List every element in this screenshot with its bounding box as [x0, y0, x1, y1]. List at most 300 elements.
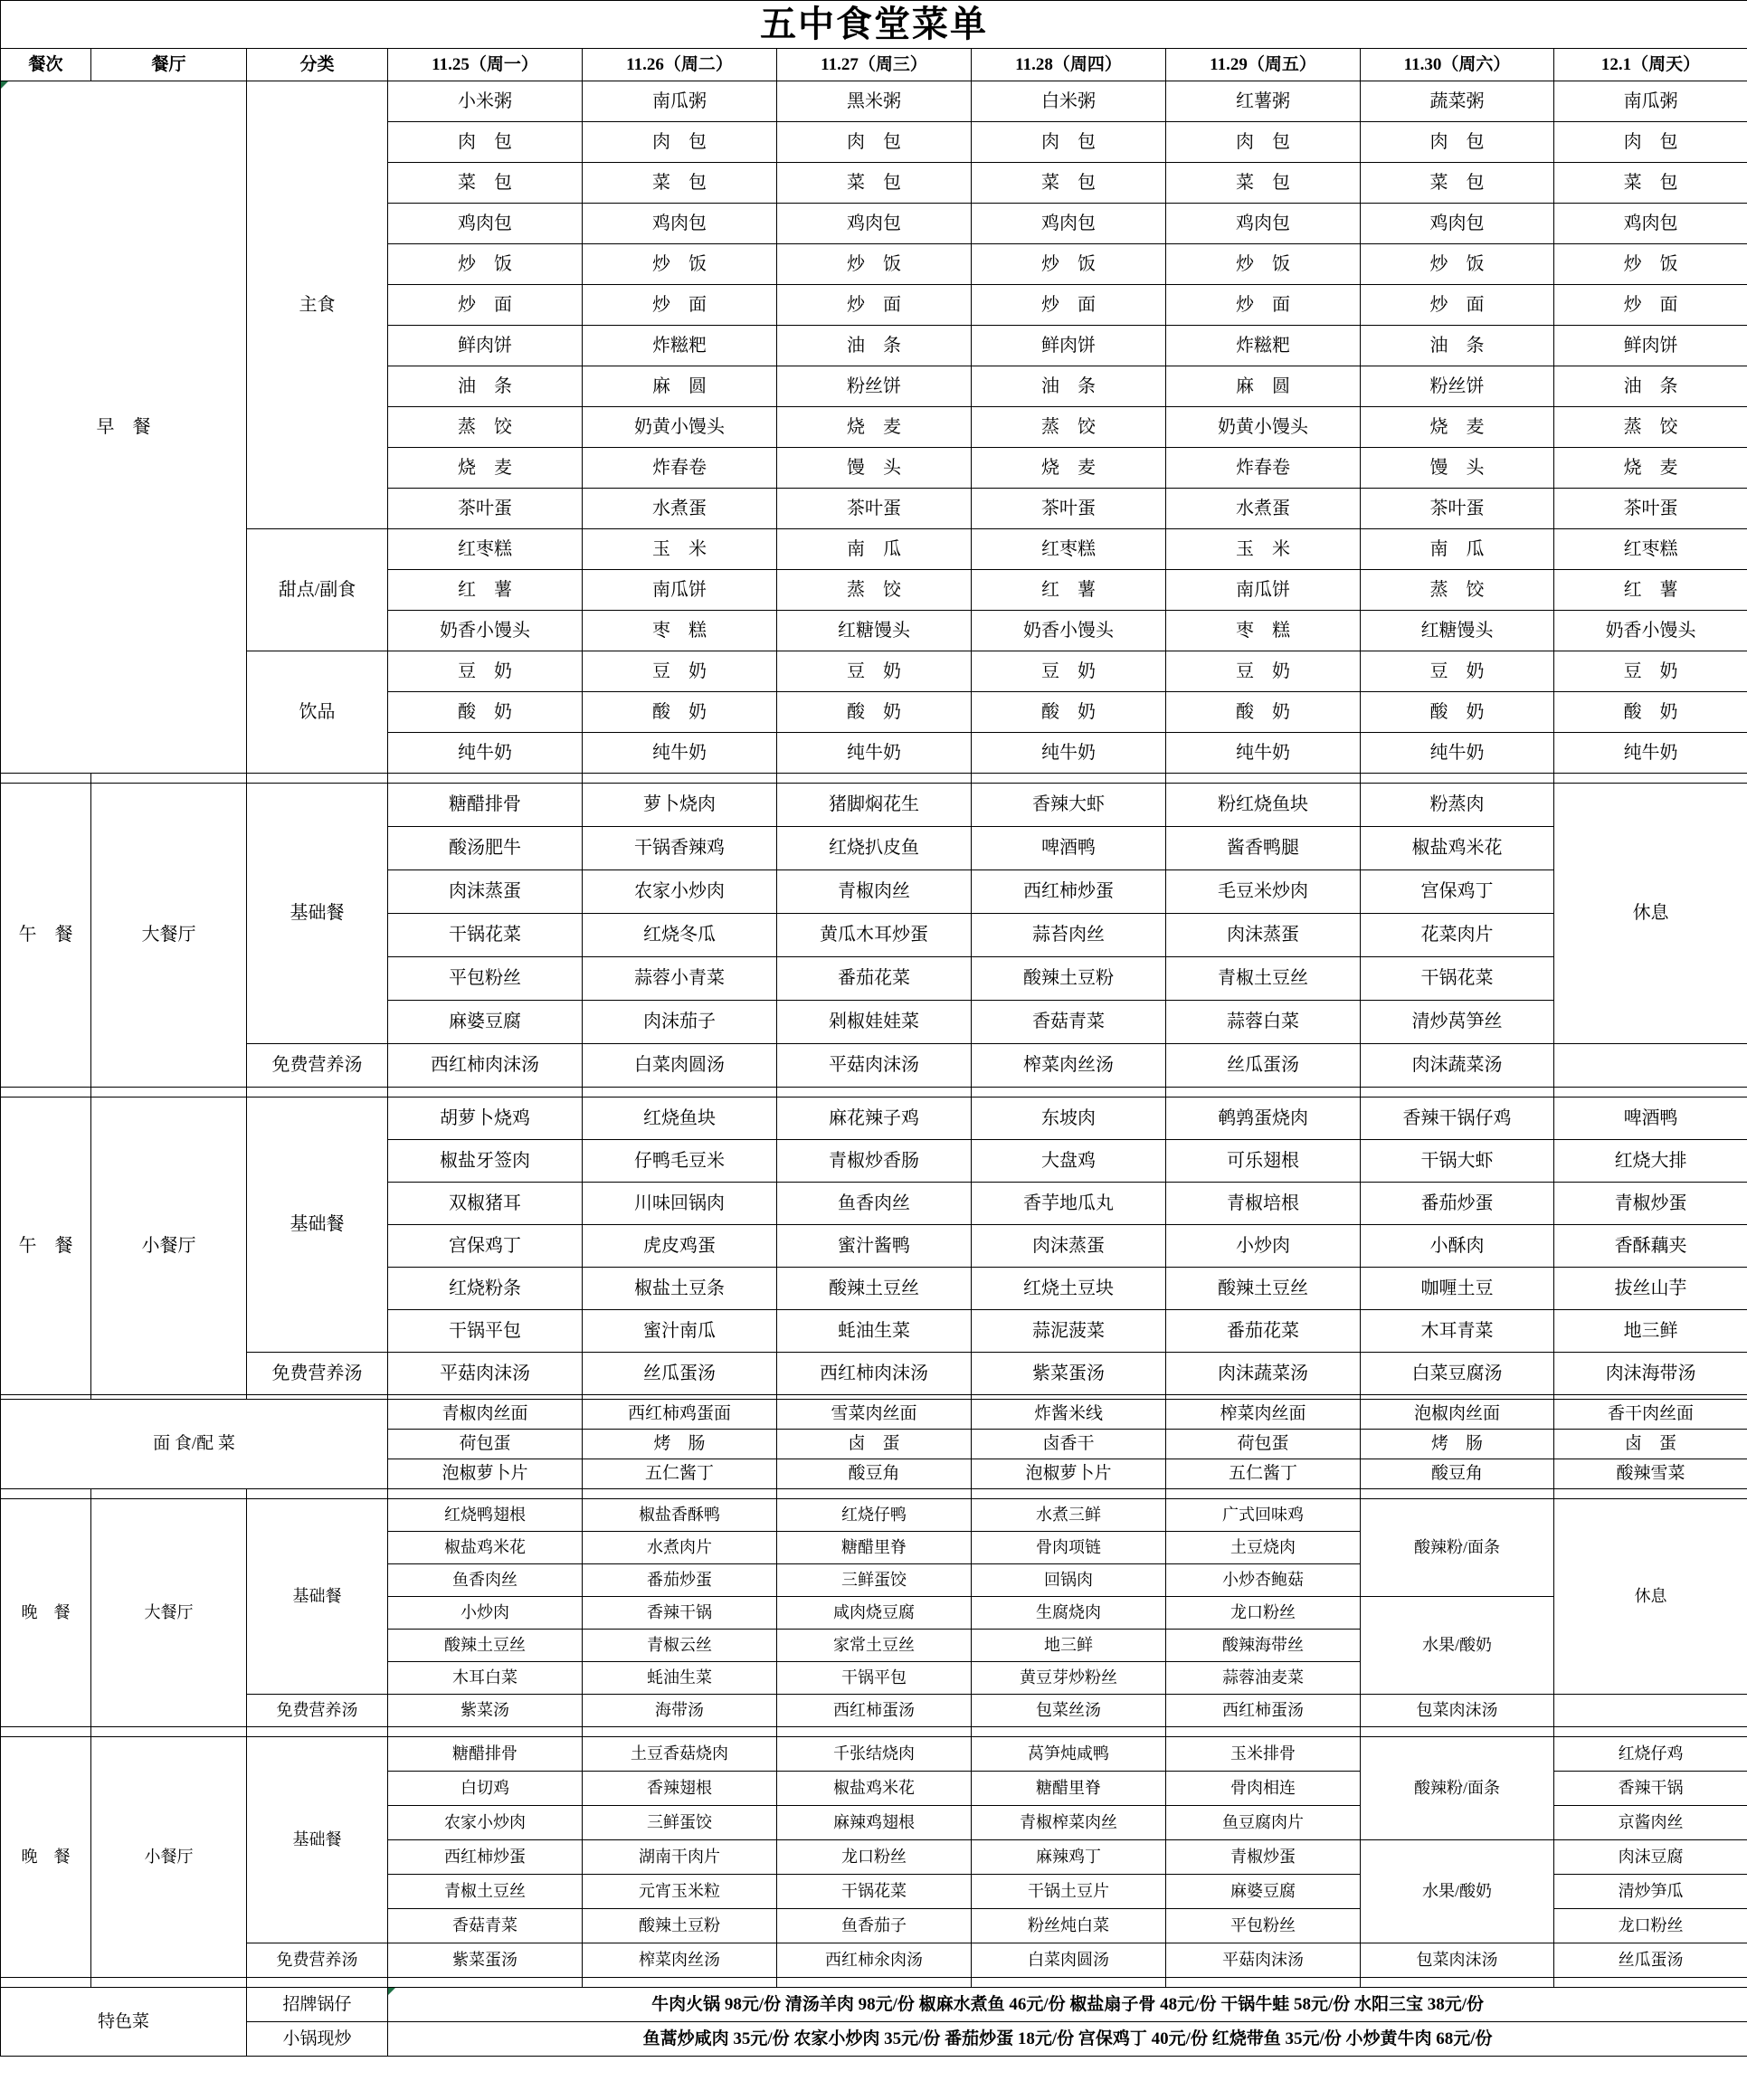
soup-category-label: 免费营养汤: [247, 1353, 388, 1395]
table-row: [1, 1737, 1747, 1772]
dish-cell: 油 条: [1361, 326, 1554, 366]
special-row-label: 小锅现炒: [247, 2022, 388, 2057]
dish-cell: 红烧扒皮鱼: [777, 827, 972, 870]
dish-cell: 豆 奶: [1361, 651, 1554, 692]
empty-cell: [583, 1088, 777, 1098]
table-row: [1, 1098, 1747, 1140]
dish-cell: 雪菜肉丝面: [777, 1400, 972, 1430]
dish-cell: 蜜汁酱鸭: [777, 1225, 972, 1268]
dish-cell: 肉沫蒸蛋: [388, 870, 583, 914]
dish-cell: 青椒土豆丝: [388, 1875, 583, 1909]
table-row: [1, 1988, 1747, 2022]
dish-cell: 白菜肉圆汤: [583, 1044, 777, 1088]
dish-cell: 京酱肉丝: [1554, 1806, 1747, 1840]
dish-cell: 豆 奶: [388, 651, 583, 692]
dish-cell: 干锅花菜: [388, 914, 583, 957]
dish-cell: 炒 饭: [777, 244, 972, 285]
dish-cell: 糖醋排骨: [388, 784, 583, 827]
category-label: 主食: [247, 81, 388, 529]
dish-cell: 炒 饭: [1361, 244, 1554, 285]
dish-cell: 红糖馒头: [777, 611, 972, 651]
table-row: [1, 1943, 1747, 1978]
hall-label: 大餐厅: [91, 784, 247, 1088]
dish-cell: 椒盐香酥鸭: [583, 1499, 777, 1532]
dish-cell: 肉 包: [1166, 122, 1361, 163]
dish-cell: 可乐翅根: [1166, 1140, 1361, 1183]
dish-cell: 干锅平包: [388, 1310, 583, 1353]
empty-cell: [972, 774, 1166, 784]
dish-cell: 白菜肉圆汤: [972, 1943, 1166, 1978]
separator-row: [1, 774, 1747, 784]
empty-cell: [388, 1489, 583, 1499]
dish-cell: 红烧土豆块: [972, 1268, 1166, 1310]
dish-cell: 肉沫茄子: [583, 1001, 777, 1044]
dish-cell: 木耳青菜: [1361, 1310, 1554, 1353]
dish-cell: 馒 头: [1361, 448, 1554, 489]
dish-cell: 黄瓜木耳炒蛋: [777, 914, 972, 957]
dish-cell: 酸辣土豆粉: [583, 1909, 777, 1943]
dish-cell: 红薯粥: [1166, 81, 1361, 122]
dish-cell: 东坡肉: [972, 1098, 1166, 1140]
dish-cell: 鲜肉饼: [388, 326, 583, 366]
dish-cell: 泡椒萝卜片: [972, 1459, 1166, 1489]
dish-cell: 鸡肉包: [777, 204, 972, 244]
dish-cell: 酸辣土豆粉: [972, 957, 1166, 1001]
dish-cell: 番茄炒蛋: [583, 1564, 777, 1597]
dish-cell: 酸辣雪菜: [1554, 1459, 1747, 1489]
dish-cell: 蒸 饺: [777, 570, 972, 611]
dish-cell: 榨菜肉丝汤: [972, 1044, 1166, 1088]
dish-cell: 萝卜烧肉: [583, 784, 777, 827]
dish-cell: 蚝油生菜: [777, 1310, 972, 1353]
dish-cell: 香辣干锅仔鸡: [1361, 1098, 1554, 1140]
dish-cell: 椒盐鸡米花: [388, 1532, 583, 1564]
dish-cell: 枣 糕: [1166, 611, 1361, 651]
dish-cell: 土豆香菇烧肉: [583, 1737, 777, 1772]
dish-cell: 紫菜蛋汤: [388, 1943, 583, 1978]
dish-cell: 鲜肉饼: [1554, 326, 1747, 366]
empty-cell: [1361, 1088, 1554, 1098]
category-label: 基础餐: [247, 1098, 388, 1353]
dish-cell: 啤酒鸭: [1554, 1098, 1747, 1140]
dish-cell: 黑米粥: [777, 81, 972, 122]
separator-row: [1, 1088, 1747, 1098]
dish-cell: 蒜蓉白菜: [1166, 1001, 1361, 1044]
rest-note: 休息: [1554, 1499, 1747, 1695]
dish-cell: 榨菜肉丝面: [1166, 1400, 1361, 1430]
combo-note: 水果/酸奶: [1361, 1840, 1554, 1943]
dish-cell: 纯牛奶: [583, 733, 777, 774]
dish-cell: 宫保鸡丁: [388, 1225, 583, 1268]
dish-cell: 烧 麦: [1361, 407, 1554, 448]
category-label-noodles: 面 食/配 菜: [1, 1400, 388, 1489]
dish-cell: 木耳白菜: [388, 1662, 583, 1695]
dish-cell: 水煮肉片: [583, 1532, 777, 1564]
dish-cell: 咸肉烧豆腐: [777, 1597, 972, 1630]
dish-cell: 黄豆芽炒粉丝: [972, 1662, 1166, 1695]
dish-cell: 鲜肉饼: [972, 326, 1166, 366]
empty-cell: [1554, 1088, 1747, 1098]
dish-cell: 糖醋里脊: [777, 1532, 972, 1564]
dish-cell: 蒜苔肉丝: [972, 914, 1166, 957]
dish-cell: 红烧仔鸭: [777, 1499, 972, 1532]
dish-cell: 茶叶蛋: [777, 489, 972, 529]
empty-cell: [1554, 774, 1747, 784]
dish-cell: 红烧仔鸡: [1554, 1737, 1747, 1772]
dish-cell: 肉 包: [388, 122, 583, 163]
category-label: 基础餐: [247, 1737, 388, 1943]
dish-cell: 酱香鸭腿: [1166, 827, 1361, 870]
dish-cell: 奶黄小馒头: [1166, 407, 1361, 448]
dish-cell: 西红柿炒蛋: [388, 1840, 583, 1875]
dish-cell: 小酥肉: [1361, 1225, 1554, 1268]
dish-cell: 紫菜汤: [388, 1695, 583, 1727]
dish-cell: 咖喱土豆: [1361, 1268, 1554, 1310]
dish-cell: 蒜蓉油麦菜: [1166, 1662, 1361, 1695]
dish-cell: 水煮蛋: [1166, 489, 1361, 529]
empty-cell: [583, 774, 777, 784]
day-header: 11.26（周二）: [583, 49, 777, 81]
dish-cell: 龙口粉丝: [1554, 1909, 1747, 1943]
dish-cell: 番茄花菜: [1166, 1310, 1361, 1353]
dish-cell: 粉蒸肉: [1361, 784, 1554, 827]
dish-cell: 炒 饭: [972, 244, 1166, 285]
dish-cell: 玉 米: [1166, 529, 1361, 570]
dish-cell: 烤 肠: [1361, 1430, 1554, 1459]
rest-note: 休息: [1554, 784, 1747, 1044]
table-row: [1, 1499, 1747, 1532]
dish-cell: 紫菜蛋汤: [972, 1353, 1166, 1395]
dish-cell: 香辣干锅: [583, 1597, 777, 1630]
dish-cell: 肉沫蒸蛋: [1166, 914, 1361, 957]
dish-cell: 肉 包: [777, 122, 972, 163]
dish-cell: 玉 米: [583, 529, 777, 570]
dish-cell: 虎皮鸡蛋: [583, 1225, 777, 1268]
dish-cell: 肉沫蔬菜汤: [1361, 1044, 1554, 1088]
dish-cell: 蒸 饺: [388, 407, 583, 448]
category-label: 基础餐: [247, 784, 388, 1044]
empty-cell: [1554, 1695, 1747, 1727]
dish-cell: 南瓜饼: [1166, 570, 1361, 611]
dish-cell: 南瓜粥: [583, 81, 777, 122]
dish-cell: 烧 麦: [777, 407, 972, 448]
dish-cell: 蜜汁南瓜: [583, 1310, 777, 1353]
dish-cell: 香芋地瓜丸: [972, 1183, 1166, 1225]
empty-cell: [777, 1489, 972, 1499]
dish-cell: 茶叶蛋: [972, 489, 1166, 529]
empty-cell: [388, 1088, 583, 1098]
dish-cell: 五仁酱丁: [1166, 1459, 1361, 1489]
empty-cell: [1554, 1727, 1747, 1737]
col-header-category: 分类: [247, 49, 388, 81]
day-header: 11.25（周一）: [388, 49, 583, 81]
dish-cell: 包菜丝汤: [972, 1695, 1166, 1727]
empty-cell: [1166, 1489, 1361, 1499]
dish-cell: 清炒笋瓜: [1554, 1875, 1747, 1909]
dish-cell: 茶叶蛋: [388, 489, 583, 529]
dish-cell: 鸡肉包: [388, 204, 583, 244]
dish-cell: 蔬菜粥: [1361, 81, 1554, 122]
dish-cell: 鸡肉包: [972, 204, 1166, 244]
dish-cell: 香辣翅根: [583, 1772, 777, 1806]
dish-cell: 红烧鱼块: [583, 1098, 777, 1140]
meal-label-breakfast: 早 餐: [1, 81, 247, 774]
dish-cell: 莴笋炖咸鸭: [972, 1737, 1166, 1772]
dish-cell: 骨肉项链: [972, 1532, 1166, 1564]
dish-cell: 平菇肉沫汤: [1166, 1943, 1361, 1978]
meal-label-dinner: 晚 餐: [1, 1499, 91, 1727]
empty-cell: [91, 1088, 247, 1098]
dish-cell: 青椒培根: [1166, 1183, 1361, 1225]
dish-cell: 菜 包: [1166, 163, 1361, 204]
day-header: 11.30（周六）: [1361, 49, 1554, 81]
stir-fry-prices: 鱼蒿炒咸肉 35元/份 农家小炒肉 35元/份 番茄炒蛋 18元/份 宫保鸡丁 40元/份 红烧带鱼 35元/份 小炒黄牛肉 68元/份: [388, 2022, 1747, 2057]
dish-cell: 红枣糕: [972, 529, 1166, 570]
day-header: 11.28（周四）: [972, 49, 1166, 81]
table-row: [1, 2022, 1747, 2057]
dish-cell: 卤 蛋: [1554, 1430, 1747, 1459]
dish-cell: 胡萝卜烧鸡: [388, 1098, 583, 1140]
dish-cell: 炸酱米线: [972, 1400, 1166, 1430]
dish-cell: 川味回锅肉: [583, 1183, 777, 1225]
category-label: 饮品: [247, 651, 388, 774]
dish-cell: 西红柿氽肉汤: [777, 1943, 972, 1978]
dish-cell: 纯牛奶: [972, 733, 1166, 774]
col-header-meal: 餐次: [1, 49, 91, 81]
dish-cell: 奶香小馒头: [388, 611, 583, 651]
table-row: [1, 1400, 1747, 1430]
dish-cell: 泡椒萝卜片: [388, 1459, 583, 1489]
dish-cell: 酸汤肥牛: [388, 827, 583, 870]
empty-cell: [583, 1489, 777, 1499]
dish-cell: 茶叶蛋: [1554, 489, 1747, 529]
empty-cell: [1, 1978, 91, 1988]
separator-row: [1, 1489, 1747, 1499]
dish-cell: 酸 奶: [583, 692, 777, 733]
dish-cell: 炒 面: [583, 285, 777, 326]
dish-cell: 西红柿蛋汤: [1166, 1695, 1361, 1727]
dish-cell: 烧 麦: [972, 448, 1166, 489]
dish-cell: 枣 糕: [583, 611, 777, 651]
empty-cell: [1, 774, 91, 784]
dish-cell: 鸡肉包: [1361, 204, 1554, 244]
dish-cell: 包菜肉沫汤: [1361, 1695, 1554, 1727]
empty-cell: [1, 1489, 91, 1499]
dish-cell: 蒸 饺: [972, 407, 1166, 448]
empty-cell: [91, 1727, 247, 1737]
empty-cell: [583, 1727, 777, 1737]
dish-cell: 拔丝山芋: [1554, 1268, 1747, 1310]
dish-cell: 麻 圆: [1166, 366, 1361, 407]
combo-note: 水果/酸奶: [1361, 1597, 1554, 1695]
dish-cell: 平菇肉沫汤: [388, 1353, 583, 1395]
empty-cell: [1361, 774, 1554, 784]
dish-cell: 菜 包: [972, 163, 1166, 204]
empty-cell: [972, 1727, 1166, 1737]
empty-cell: [1, 1088, 91, 1098]
dish-cell: 炒 面: [1554, 285, 1747, 326]
combo-note: 酸辣粉/面条: [1361, 1737, 1554, 1840]
dish-cell: 毛豆米炒肉: [1166, 870, 1361, 914]
dish-cell: 西红柿肉沫汤: [388, 1044, 583, 1088]
dish-cell: 炒 饭: [1554, 244, 1747, 285]
dish-cell: 西红柿鸡蛋面: [583, 1400, 777, 1430]
dish-cell: 小炒杏鲍菇: [1166, 1564, 1361, 1597]
empty-cell: [388, 1727, 583, 1737]
dish-cell: 麻辣鸡丁: [972, 1840, 1166, 1875]
dish-cell: 红烧大排: [1554, 1140, 1747, 1183]
dish-cell: 酸辣海带丝: [1166, 1630, 1361, 1662]
dish-cell: 粉丝饼: [777, 366, 972, 407]
dish-cell: 元宵玉米粒: [583, 1875, 777, 1909]
empty-cell: [247, 1978, 388, 1988]
dish-cell: 炒 面: [1166, 285, 1361, 326]
dish-cell: 肉沫蔬菜汤: [1166, 1353, 1361, 1395]
dish-cell: 奶香小馒头: [972, 611, 1166, 651]
soup-category-label: 免费营养汤: [247, 1044, 388, 1088]
empty-cell: [91, 774, 247, 784]
dish-cell: 炒 面: [1361, 285, 1554, 326]
empty-cell: [972, 1088, 1166, 1098]
dish-cell: 纯牛奶: [1554, 733, 1747, 774]
dish-cell: 丝瓜蛋汤: [583, 1353, 777, 1395]
dish-cell: 清炒莴笋丝: [1361, 1001, 1554, 1044]
empty-cell: [247, 1489, 388, 1499]
soup-category-label: 免费营养汤: [247, 1695, 388, 1727]
separator-row: [1, 1727, 1747, 1737]
dish-cell: 酸 奶: [972, 692, 1166, 733]
title-row: [1, 1, 1747, 49]
empty-cell: [1361, 1978, 1554, 1988]
empty-cell: [1361, 1727, 1554, 1737]
dish-cell: 蒸 饺: [1554, 407, 1747, 448]
empty-cell: [247, 1727, 388, 1737]
dish-cell: 青椒肉丝面: [388, 1400, 583, 1430]
dish-cell: 红枣糕: [1554, 529, 1747, 570]
signature-pot-prices: 牛肉火锅 98元/份 清汤羊肉 98元/份 椒麻水煮鱼 46元/份 椒盐扇子骨 48元/份 干锅牛蛙 58元/份 水阳三宝 38元/份: [388, 1988, 1747, 2022]
dish-cell: 麻婆豆腐: [388, 1001, 583, 1044]
dish-cell: 鱼香肉丝: [388, 1564, 583, 1597]
dish-cell: 豆 奶: [1166, 651, 1361, 692]
empty-cell: [1166, 1727, 1361, 1737]
dish-cell: 炸糍粑: [1166, 326, 1361, 366]
dish-cell: 西红柿肉沫汤: [777, 1353, 972, 1395]
dish-cell: 地三鲜: [972, 1630, 1166, 1662]
dish-cell: 广式回味鸡: [1166, 1499, 1361, 1532]
category-label: 基础餐: [247, 1499, 388, 1695]
dish-cell: 肉 包: [1361, 122, 1554, 163]
dish-cell: 麻花辣子鸡: [777, 1098, 972, 1140]
dish-cell: 豆 奶: [1554, 651, 1747, 692]
meal-label-dinner: 晚 餐: [1, 1737, 91, 1978]
combo-note: 酸辣粉/面条: [1361, 1499, 1554, 1597]
dish-cell: 丝瓜蛋汤: [1166, 1044, 1361, 1088]
dish-cell: 肉沫海带汤: [1554, 1353, 1747, 1395]
special-row-label: 招牌锅仔: [247, 1988, 388, 2022]
category-label: 甜点/副食: [247, 529, 388, 651]
dish-cell: 纯牛奶: [1361, 733, 1554, 774]
dish-cell: 酸 奶: [1166, 692, 1361, 733]
hall-label: 小餐厅: [91, 1098, 247, 1395]
dish-cell: 烧 麦: [1554, 448, 1747, 489]
page-title: 五中食堂菜单: [1, 1, 1747, 49]
dish-cell: 青椒炒香肠: [777, 1140, 972, 1183]
dish-cell: 三鲜蛋饺: [583, 1806, 777, 1840]
day-header: 12.1（周天）: [1554, 49, 1747, 81]
dish-cell: 炒 饭: [388, 244, 583, 285]
dish-cell: 卤香干: [972, 1430, 1166, 1459]
dish-cell: 荷包蛋: [1166, 1430, 1361, 1459]
dish-cell: 卤 蛋: [777, 1430, 972, 1459]
table-row: [1, 1353, 1747, 1395]
dish-cell: 鸡肉包: [1166, 204, 1361, 244]
dish-cell: 番茄炒蛋: [1361, 1183, 1554, 1225]
dish-cell: 肉 包: [972, 122, 1166, 163]
dish-cell: 青椒肉丝: [777, 870, 972, 914]
dish-cell: 青椒云丝: [583, 1630, 777, 1662]
dish-cell: 西红柿蛋汤: [777, 1695, 972, 1727]
empty-cell: [1554, 1978, 1747, 1988]
dish-cell: 三鲜蛋饺: [777, 1564, 972, 1597]
dish-cell: 地三鲜: [1554, 1310, 1747, 1353]
dish-cell: 肉沫蒸蛋: [972, 1225, 1166, 1268]
dish-cell: 豆 奶: [583, 651, 777, 692]
dish-cell: 炸春卷: [583, 448, 777, 489]
dish-cell: 菜 包: [1554, 163, 1747, 204]
dish-cell: 白米粥: [972, 81, 1166, 122]
soup-category-label: 免费营养汤: [247, 1943, 388, 1978]
dish-cell: 馒 头: [777, 448, 972, 489]
dish-cell: 豆 奶: [972, 651, 1166, 692]
empty-cell: [972, 1978, 1166, 1988]
dish-cell: 干锅花菜: [1361, 957, 1554, 1001]
empty-cell: [1554, 1489, 1747, 1499]
table-row: [1, 49, 1747, 81]
empty-cell: [777, 1978, 972, 1988]
dish-cell: 小米粥: [388, 81, 583, 122]
dish-cell: 南瓜饼: [583, 570, 777, 611]
dish-cell: 粉丝炖白菜: [972, 1909, 1166, 1943]
dish-cell: 菜 包: [777, 163, 972, 204]
dish-cell: 炒 饭: [583, 244, 777, 285]
dish-cell: 大盘鸡: [972, 1140, 1166, 1183]
dish-cell: 茶叶蛋: [1361, 489, 1554, 529]
day-header: 11.29（周五）: [1166, 49, 1361, 81]
dish-cell: 鱼香茄子: [777, 1909, 972, 1943]
dish-cell: 椒盐鸡米花: [777, 1772, 972, 1806]
dish-cell: 骨肉相连: [1166, 1772, 1361, 1806]
dish-cell: 烧 麦: [388, 448, 583, 489]
dish-cell: 香辣干锅: [1554, 1772, 1747, 1806]
dish-cell: 香酥藕夹: [1554, 1225, 1747, 1268]
dish-cell: 仔鸭毛豆米: [583, 1140, 777, 1183]
dish-cell: 鸡肉包: [583, 204, 777, 244]
dish-cell: 白菜豆腐汤: [1361, 1353, 1554, 1395]
empty-cell: [583, 1978, 777, 1988]
dish-cell: 白切鸡: [388, 1772, 583, 1806]
dish-cell: 泡椒肉丝面: [1361, 1400, 1554, 1430]
dish-cell: 干锅土豆片: [972, 1875, 1166, 1909]
dish-cell: 番茄花菜: [777, 957, 972, 1001]
hall-label: 小餐厅: [91, 1737, 247, 1978]
empty-cell: [247, 1088, 388, 1098]
dish-cell: 椒盐牙签肉: [388, 1140, 583, 1183]
dish-cell: 荷包蛋: [388, 1430, 583, 1459]
dish-cell: 炸春卷: [1166, 448, 1361, 489]
dish-cell: 土豆烧肉: [1166, 1532, 1361, 1564]
dish-cell: 炒 面: [972, 285, 1166, 326]
dish-cell: 青椒炒蛋: [1554, 1183, 1747, 1225]
